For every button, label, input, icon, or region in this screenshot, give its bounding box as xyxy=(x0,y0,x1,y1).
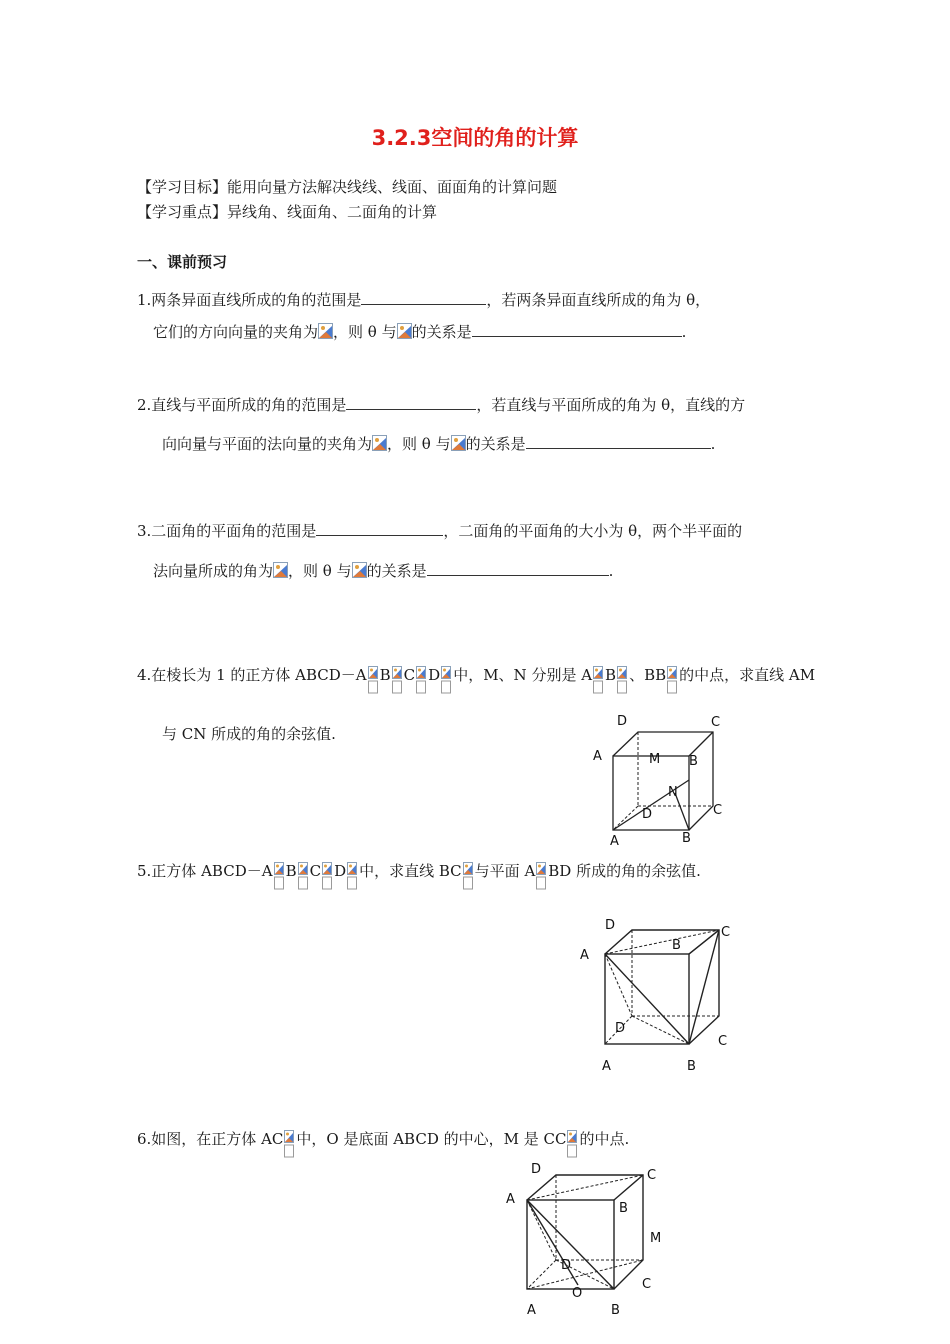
image-placeholder-icon xyxy=(273,562,288,579)
q4-text: B xyxy=(605,666,617,684)
q1-text: 的关系是 xyxy=(411,323,472,341)
subscript-placeholder-icon xyxy=(368,666,379,694)
label-c: C xyxy=(718,1034,728,1049)
label-d1: D xyxy=(617,714,628,729)
label-c: C xyxy=(713,803,723,818)
label-b: B xyxy=(611,1303,620,1318)
label-a1: A xyxy=(580,948,589,963)
subscript-placeholder-icon xyxy=(536,862,547,890)
cube-figure-2 xyxy=(575,912,735,1077)
label-c1: C xyxy=(721,925,731,940)
q2-text: ，若直线与平面所成的角为 θ，直线的方 xyxy=(476,396,746,414)
learning-goal: 【学习目标】能用向量方法解决线线、线面、面面角的计算问题 xyxy=(137,178,558,196)
subscript-placeholder-icon xyxy=(392,666,403,694)
question-5-line-1 xyxy=(137,861,701,890)
question-2-line-2 xyxy=(162,432,715,454)
q2-text: 2.直线与平面所成的角的范围是 xyxy=(137,396,347,414)
label-d: D xyxy=(615,1021,626,1036)
q3-text: ，则 θ 与 xyxy=(288,562,352,580)
subscript-placeholder-icon xyxy=(416,666,427,694)
q5-text: 5.正方体 ABCD－A xyxy=(137,862,273,880)
label-c: C xyxy=(642,1277,652,1292)
q5-text: B xyxy=(285,862,297,880)
q5-text: BD 所成的角的余弦值. xyxy=(548,862,701,880)
q1-text: 1.两条异面直线所成的角的范围是 xyxy=(137,291,362,309)
question-2-line-1 xyxy=(137,393,745,415)
label-a: A xyxy=(610,834,619,849)
q2-text: . xyxy=(710,435,716,453)
q1-blank-range[interactable] xyxy=(361,288,486,305)
q5-text: 中，求直线 BC xyxy=(359,862,462,880)
image-placeholder-icon xyxy=(318,323,333,340)
learning-key: 【学习重点】异线角、线面角、二面角的计算 xyxy=(137,203,438,221)
subscript-placeholder-icon xyxy=(298,862,309,890)
image-placeholder-icon xyxy=(397,323,412,340)
q1-blank-relation[interactable] xyxy=(472,320,682,337)
label-m: M xyxy=(650,1231,662,1246)
question-1-line-1 xyxy=(137,288,710,310)
image-placeholder-icon xyxy=(372,435,387,452)
q4-text: D xyxy=(428,666,441,684)
subscript-placeholder-icon xyxy=(667,666,678,694)
q3-text: 的关系是 xyxy=(366,562,427,580)
q4-text: 的中点，求直线 AM xyxy=(679,666,816,684)
label-c1: C xyxy=(647,1168,657,1183)
section-heading: 一、课前预习 xyxy=(137,253,228,271)
q6-text: 的中点. xyxy=(579,1130,630,1148)
label-b1: B xyxy=(672,938,681,953)
q4-text: 4.在棱长为 1 的正方体 ABCD－A xyxy=(137,666,367,684)
q6-text: 中，O 是底面 ABCD 的中心，M 是 CC xyxy=(296,1130,567,1148)
q1-text: . xyxy=(681,323,687,341)
label-a: A xyxy=(527,1303,536,1318)
subscript-placeholder-icon xyxy=(617,666,628,694)
q3-text: 3.二面角的平面角的范围是 xyxy=(137,522,317,540)
q1-text: ，若两条异面直线所成的角为 θ， xyxy=(486,291,711,309)
label-a: A xyxy=(602,1059,611,1074)
subscript-placeholder-icon xyxy=(441,666,452,694)
label-b: B xyxy=(682,831,691,846)
q3-text: ，二面角的平面角的大小为 θ，两个半平面的 xyxy=(443,522,743,540)
q2-blank-range[interactable] xyxy=(346,393,476,410)
label-m: M xyxy=(649,752,661,767)
question-6-line-1 xyxy=(137,1129,629,1158)
q6-text: 6.如图，在正方体 AC xyxy=(137,1130,284,1148)
question-3-line-2 xyxy=(153,559,613,581)
q3-text: 法向量所成的角为 xyxy=(153,562,274,580)
q5-text: C xyxy=(309,862,322,880)
q2-text: 的关系是 xyxy=(465,435,526,453)
label-b: B xyxy=(687,1059,696,1074)
q2-text: ，则 θ 与 xyxy=(387,435,451,453)
label-b1: B xyxy=(689,754,698,769)
subscript-placeholder-icon xyxy=(274,862,285,890)
label-a1: A xyxy=(506,1192,515,1207)
label-d: D xyxy=(642,807,653,822)
q5-text: D xyxy=(334,862,347,880)
label-a1: A xyxy=(593,749,602,764)
q2-text: 向向量与平面的法向量的夹角为 xyxy=(162,435,373,453)
subscript-placeholder-icon xyxy=(284,1130,295,1158)
q1-text: 它们的方向向量的夹角为 xyxy=(153,323,319,341)
label-d1: D xyxy=(531,1162,542,1177)
q4-text: C xyxy=(403,666,416,684)
cube-figure-3 xyxy=(500,1155,670,1325)
q4-text: 中，M、N 分别是 A xyxy=(453,666,593,684)
image-placeholder-icon xyxy=(451,435,466,452)
label-d: D xyxy=(561,1258,572,1273)
label-o: O xyxy=(572,1286,583,1301)
question-1-line-2 xyxy=(153,320,686,342)
label-d1: D xyxy=(605,918,616,933)
label-c1: C xyxy=(711,715,721,730)
subscript-placeholder-icon xyxy=(567,1130,578,1158)
image-placeholder-icon xyxy=(352,562,367,579)
q3-text: . xyxy=(608,562,614,580)
q1-text: ，则 θ 与 xyxy=(333,323,397,341)
question-4-line-1 xyxy=(137,665,815,694)
question-4-line-2: 与 CN 所成的角的余弦值. xyxy=(162,725,336,743)
q2-blank-relation[interactable] xyxy=(526,432,711,449)
q4-text: B xyxy=(379,666,391,684)
subscript-placeholder-icon xyxy=(593,666,604,694)
label-b1: B xyxy=(619,1201,628,1216)
subscript-placeholder-icon xyxy=(463,862,474,890)
label-n: N xyxy=(668,785,678,800)
question-3-line-1 xyxy=(137,519,742,541)
subscript-placeholder-icon xyxy=(347,862,358,890)
q5-text: 与平面 A xyxy=(474,862,536,880)
q4-text: 、BB xyxy=(629,666,667,684)
q3-blank-range[interactable] xyxy=(316,519,443,536)
q3-blank-relation[interactable] xyxy=(427,559,609,576)
cube-figure-1 xyxy=(585,708,735,853)
subscript-placeholder-icon xyxy=(322,862,333,890)
page-title: 3.2.3空间的角的计算 xyxy=(371,126,579,150)
